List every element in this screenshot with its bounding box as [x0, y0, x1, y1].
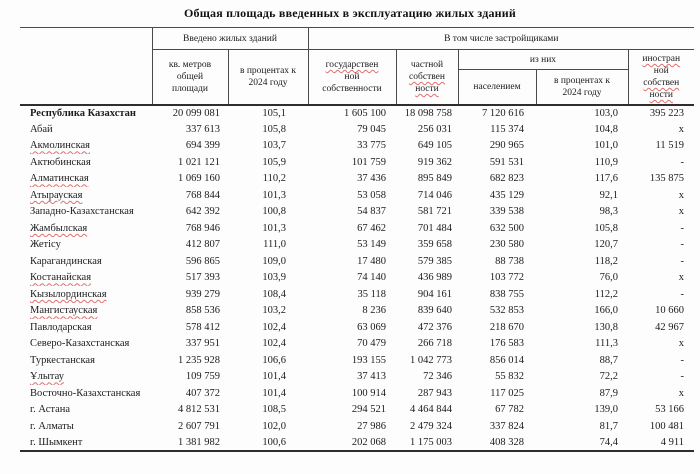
region-cell	[20, 270, 152, 287]
value-cell: 904 161	[417, 288, 452, 300]
region-cell	[20, 336, 152, 353]
table-row	[20, 171, 694, 188]
value-cell: 858 536	[185, 305, 220, 317]
value-cell: 42 967	[655, 321, 684, 333]
table-row	[20, 319, 694, 336]
value-cell: 768 844	[185, 189, 220, 201]
table-row	[20, 187, 694, 204]
header-line: населением	[473, 81, 521, 92]
page-title: Общая площадь введенных в эксплуатацию жилых зданий	[183, 6, 517, 20]
value-cell: 109,0	[262, 255, 286, 267]
value-cell: 412 807	[185, 239, 220, 251]
table-row	[20, 154, 694, 171]
region-label: Восточно-Казахстанская	[30, 387, 141, 399]
value-cell: 838 755	[489, 288, 524, 300]
col-header-foreign-property	[628, 50, 694, 105]
col-header-by-population	[458, 70, 536, 105]
value-cell: 436 989	[417, 272, 452, 284]
col-header-sq-meters	[152, 50, 228, 105]
value-cell: 581 721	[417, 206, 452, 218]
value-cell: 108,5	[262, 404, 286, 416]
value-cell: 256 031	[417, 123, 452, 135]
table-row	[20, 220, 694, 237]
value-cell: 100,6	[228, 435, 308, 452]
header-line: государствен	[325, 59, 379, 70]
value-cell: 108,4	[262, 288, 286, 300]
region-label: Карагандинская	[30, 255, 102, 267]
value-cell: 101 759	[351, 156, 386, 168]
region-cell	[20, 138, 152, 155]
value-cell: 17 480	[357, 255, 386, 267]
region-label: Актюбинская	[30, 156, 91, 168]
value-cell: 408 328	[458, 435, 536, 452]
value-cell: x	[678, 387, 684, 399]
value-cell: 105,8	[594, 222, 618, 234]
table-row	[20, 138, 694, 155]
value-cell: 11 519	[655, 140, 684, 152]
col-header-percent-2024	[228, 50, 308, 105]
value-cell: 939 279	[185, 288, 220, 300]
table-header	[20, 28, 694, 105]
value-cell: 337 951	[185, 338, 220, 350]
table-row	[20, 303, 694, 320]
value-cell: 70 479	[357, 338, 386, 350]
value-cell: 112,2	[594, 288, 618, 300]
region-cell	[20, 369, 152, 386]
value-cell: 74,4	[536, 435, 628, 452]
table-row	[20, 270, 694, 287]
region-label: Павлодарская	[30, 321, 92, 333]
value-cell: 63 069	[357, 321, 386, 333]
value-cell: 579 385	[417, 255, 452, 267]
region-label: г. Астана	[30, 404, 71, 416]
value-cell: 8 236	[362, 305, 386, 317]
value-cell: 37 413	[357, 371, 386, 383]
value-cell: 856 014	[489, 354, 524, 366]
value-cell: 694 399	[185, 140, 220, 152]
value-cell: 115 374	[490, 123, 524, 135]
region-cell	[20, 418, 152, 435]
value-cell: 105,9	[262, 156, 286, 168]
region-cell	[20, 105, 152, 122]
value-cell: 1 069 160	[178, 173, 220, 185]
value-cell: 287 943	[417, 387, 452, 399]
value-cell: 76,0	[599, 272, 618, 284]
value-cell: 337 613	[185, 123, 220, 135]
value-cell: 193 155	[351, 354, 386, 366]
value-cell: 74 140	[357, 272, 386, 284]
value-cell: -	[680, 288, 684, 300]
value-cell: 895 849	[417, 173, 452, 185]
region-cell	[20, 237, 152, 254]
value-cell: 4 812 531	[178, 404, 220, 416]
value-cell: 54 837	[357, 206, 386, 218]
region-label: г. Шымкент	[30, 436, 83, 448]
value-cell: 102,0	[262, 420, 286, 432]
header-line: площади	[171, 83, 209, 94]
table-row	[20, 204, 694, 221]
col-header-state-property	[308, 50, 396, 105]
header-line: ности	[649, 89, 674, 100]
header-line: собствен	[409, 71, 445, 82]
value-cell: 701 484	[417, 222, 452, 234]
region-label: Атырауская	[30, 189, 83, 201]
value-cell: 87,9	[599, 387, 618, 399]
value-cell: 102,4	[262, 321, 286, 333]
group-header-commissioned: Введено жилых зданий	[152, 28, 308, 50]
value-cell: 1 235 928	[178, 354, 220, 366]
region-label: Жетісу	[30, 239, 61, 251]
value-cell: 81,7	[599, 420, 618, 432]
value-cell: 103,7	[262, 140, 286, 152]
value-cell: 88,7	[599, 354, 618, 366]
value-cell: 111,3	[595, 338, 618, 350]
value-cell: x	[678, 189, 684, 201]
value-cell: 88 738	[495, 255, 524, 267]
value-cell: 596 865	[185, 255, 220, 267]
table-row	[20, 369, 694, 386]
value-cell: 110,2	[262, 173, 286, 185]
value-cell: 103,2	[262, 305, 286, 317]
region-label: Алматинская	[30, 173, 89, 185]
value-cell: 100 481	[649, 420, 684, 432]
value-cell: 2 479 324	[410, 420, 452, 432]
header-line: кв. метров	[168, 59, 212, 70]
region-label: Ұлытау	[30, 371, 64, 383]
region-label: Костанайская	[30, 272, 92, 284]
value-cell: 79 045	[357, 123, 386, 135]
value-cell: 117 025	[490, 387, 524, 399]
header-line: в процентах к	[553, 75, 611, 86]
value-cell: 110,9	[594, 156, 618, 168]
table-row	[20, 253, 694, 270]
value-cell: x	[678, 206, 684, 218]
value-cell: 1 175 003	[396, 435, 458, 452]
housing-commissioned-table	[20, 27, 694, 452]
region-label: Туркестанская	[30, 354, 95, 366]
value-cell: 35 118	[357, 288, 386, 300]
header-line: частной	[410, 59, 444, 70]
value-cell: 101,4	[262, 371, 286, 383]
header-line: в процентах к	[239, 65, 297, 76]
value-cell: 591 531	[489, 156, 524, 168]
value-cell: 176 583	[489, 338, 524, 350]
value-cell: 20 099 081	[172, 107, 220, 119]
value-cell: 101,3	[262, 189, 286, 201]
value-cell: 103 772	[489, 272, 524, 284]
value-cell: 100 914	[351, 387, 386, 399]
value-cell: 117,6	[594, 173, 618, 185]
value-cell: -	[680, 255, 684, 267]
value-cell: 102,4	[262, 338, 286, 350]
value-cell: 337 824	[489, 420, 524, 432]
table-row	[20, 352, 694, 369]
value-cell: 294 521	[351, 404, 386, 416]
value-cell: 33 775	[357, 140, 386, 152]
value-cell: 27 986	[357, 420, 386, 432]
region-cell	[20, 253, 152, 270]
header-line: ной	[653, 65, 669, 76]
table-row	[20, 385, 694, 402]
value-cell: 139,0	[594, 404, 618, 416]
value-cell: x	[678, 272, 684, 284]
region-cell	[20, 154, 152, 171]
table-row	[20, 105, 694, 122]
value-cell: 4 464 844	[410, 404, 452, 416]
value-cell: 7 120 616	[482, 107, 524, 119]
value-cell: 1 605 100	[344, 107, 386, 119]
value-cell: 105,8	[262, 123, 286, 135]
value-cell: 230 580	[489, 239, 524, 251]
value-cell: 18 098 758	[404, 107, 452, 119]
region-cell	[20, 204, 152, 221]
value-cell: 101,4	[262, 387, 286, 399]
value-cell: 130,8	[594, 321, 618, 333]
value-cell: 111,0	[263, 239, 286, 251]
value-cell: 532 853	[489, 305, 524, 317]
region-label: г. Алматы	[30, 420, 74, 432]
header-line: собственности	[322, 83, 382, 94]
value-cell: x	[678, 338, 684, 350]
region-label: Западно-Казахстанская	[30, 206, 134, 218]
value-cell: 103,0	[594, 107, 618, 119]
region-cell	[20, 286, 152, 303]
value-cell: 103,9	[262, 272, 286, 284]
value-cell: 106,6	[262, 354, 286, 366]
value-cell: 55 832	[495, 371, 524, 383]
value-cell: 359 658	[417, 239, 452, 251]
value-cell: 109 759	[185, 371, 220, 383]
value-cell: 98,3	[599, 206, 618, 218]
value-cell: 120,7	[594, 239, 618, 251]
value-cell: 2 607 791	[178, 420, 220, 432]
header-line: иностран	[642, 53, 681, 64]
table-row	[20, 121, 694, 138]
value-cell: 67 462	[357, 222, 386, 234]
value-cell: 105,1	[262, 107, 286, 119]
value-cell: 649 105	[417, 140, 452, 152]
header-line: 2024 году	[562, 87, 602, 98]
table-row	[20, 286, 694, 303]
region-cell	[20, 303, 152, 320]
table-row	[20, 418, 694, 435]
group-header-by-developers: В том числе застройщиками	[308, 28, 694, 50]
region-column-header	[20, 28, 152, 105]
region-cell	[20, 319, 152, 336]
value-cell: 435 129	[489, 189, 524, 201]
region-cell	[20, 171, 152, 188]
table-row	[20, 237, 694, 254]
region-cell	[20, 385, 152, 402]
region-cell	[20, 435, 152, 452]
region-label: Северо-Казахстанская	[30, 338, 130, 350]
value-cell: 768 946	[185, 222, 220, 234]
value-cell: 53 166	[655, 404, 684, 416]
value-cell: 682 823	[489, 173, 524, 185]
value-cell: 339 538	[489, 206, 524, 218]
value-cell: 632 500	[489, 222, 524, 234]
table-row	[20, 435, 694, 452]
value-cell: 118,2	[594, 255, 618, 267]
region-label: Абай	[30, 123, 53, 135]
table-body	[20, 105, 694, 452]
value-cell: 472 376	[417, 321, 452, 333]
region-label: Мангистауская	[30, 305, 98, 317]
value-cell: 166,0	[594, 305, 618, 317]
table-row	[20, 336, 694, 353]
region-cell	[20, 121, 152, 138]
table-row	[20, 402, 694, 419]
value-cell: 218 670	[489, 321, 524, 333]
header-line: собствен	[643, 77, 680, 88]
region-label: Кызылординская	[30, 288, 107, 300]
value-cell: -	[680, 222, 684, 234]
value-cell: 4 911	[628, 435, 694, 452]
value-cell: -	[680, 156, 684, 168]
value-cell: 517 393	[185, 272, 220, 284]
header-line: 2024 году	[248, 77, 288, 88]
value-cell: 67 782	[495, 404, 524, 416]
value-cell: 135 875	[649, 173, 684, 185]
value-cell: 10 660	[655, 305, 684, 317]
region-label: Акмолинская	[30, 140, 91, 152]
value-cell: 919 362	[417, 156, 452, 168]
region-cell	[20, 220, 152, 237]
value-cell: 53 058	[357, 189, 386, 201]
value-cell: 1 042 773	[410, 354, 452, 366]
value-cell: 72 346	[423, 371, 452, 383]
value-cell: 642 392	[185, 206, 220, 218]
region-cell	[20, 187, 152, 204]
value-cell: 578 412	[185, 321, 220, 333]
value-cell: -	[680, 354, 684, 366]
value-cell: 100,8	[262, 206, 286, 218]
value-cell: 395 223	[649, 107, 684, 119]
header-line: ности	[415, 83, 439, 94]
value-cell: 407 372	[185, 387, 220, 399]
value-cell: 53 149	[357, 239, 386, 251]
value-cell: 101,3	[262, 222, 286, 234]
value-cell: -	[680, 239, 684, 251]
col-header-population-percent-2024	[536, 70, 628, 105]
value-cell: 1 381 982	[152, 435, 228, 452]
value-cell: 104,8	[594, 123, 618, 135]
region-cell	[20, 402, 152, 419]
col-header-private-property	[396, 50, 458, 105]
region-label: Жамбылская	[30, 222, 88, 234]
value-cell: 37 436	[357, 173, 386, 185]
value-cell: 72,2	[599, 371, 618, 383]
value-cell: -	[680, 371, 684, 383]
value-cell: 839 640	[417, 305, 452, 317]
value-cell: 92,1	[599, 189, 618, 201]
value-cell: 202 068	[308, 435, 396, 452]
value-cell: x	[678, 123, 684, 135]
region-label: Республика Казахстан	[30, 107, 136, 119]
value-cell: 714 046	[417, 189, 452, 201]
value-cell: 1 021 121	[178, 156, 220, 168]
region-cell	[20, 352, 152, 369]
value-cell: 101,0	[594, 140, 618, 152]
value-cell: 266 718	[417, 338, 452, 350]
header-line: общей	[176, 71, 204, 82]
header-line: ной	[344, 71, 360, 82]
group-header-of-them: из них	[458, 50, 628, 70]
value-cell: 290 965	[489, 140, 524, 152]
